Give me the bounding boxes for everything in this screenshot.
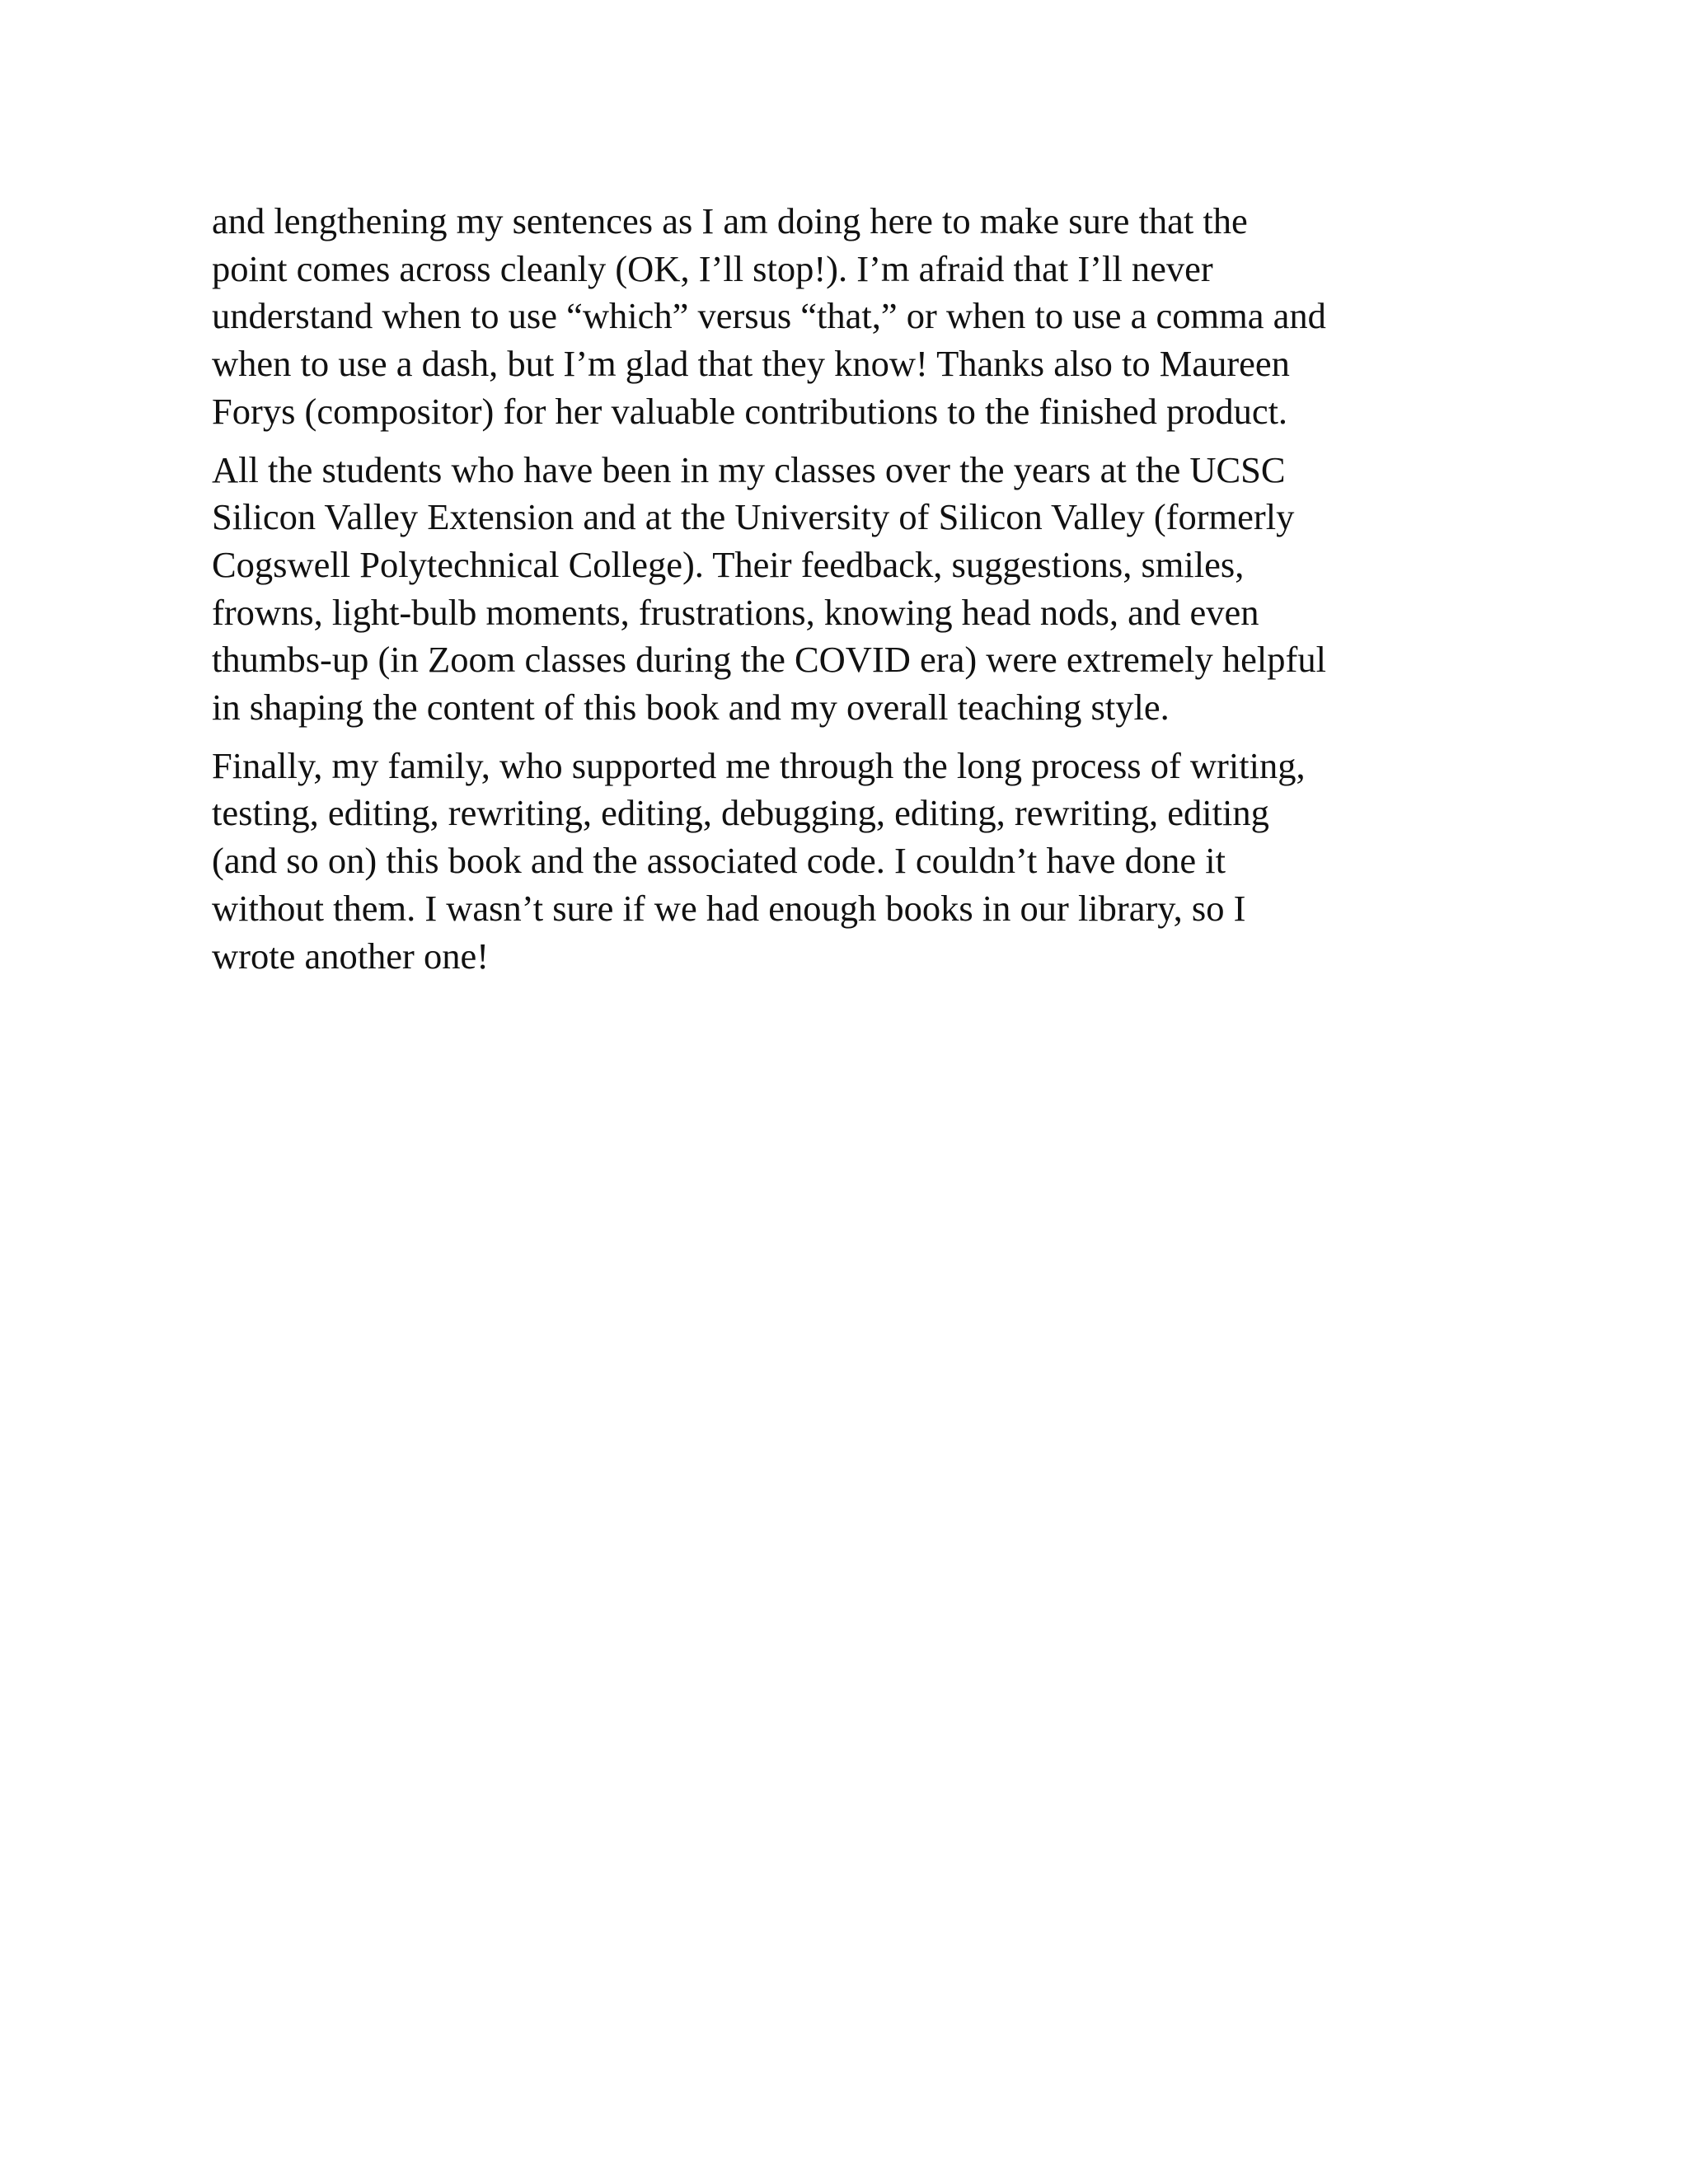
text-line: Finally, my family, who supported me through the long process of writing, <box>212 744 1306 786</box>
text-line: Cogswell Polytechnical College). Their feedback, suggestions, smiles, <box>212 543 1245 585</box>
text-line: Silicon Valley Extension and at the University of Silicon Valley (formerly <box>212 496 1295 538</box>
text-line: understand when to use “which” versus “that,” or when to use a comma and <box>212 295 1326 337</box>
text-line: All the students who have been in my classes over the years at the UCSC <box>212 448 1286 490</box>
text-line: point comes across cleanly (OK, I’ll stop!). I’m afraid that I’ll never <box>212 247 1213 289</box>
text-line: wrote another one! <box>212 935 490 977</box>
paragraph-editors-thanks <box>212 198 1481 436</box>
paragraph-students-thanks <box>212 447 1481 732</box>
paragraph-family-thanks <box>212 743 1481 981</box>
text-line: in shaping the content of this book and my overall teaching style. <box>212 687 1170 729</box>
text-line: thumbs-up (in Zoom classes during the COVID era) were extremely helpful <box>212 639 1326 681</box>
text-line: testing, editing, rewriting, editing, debugging, editing, rewriting, editing <box>212 792 1269 834</box>
text-line: frowns, light-bulb moments, frustrations, knowing head nods, and even <box>212 591 1259 633</box>
text-line: when to use a dash, but I’m glad that they know! Thanks also to Maureen <box>212 343 1290 385</box>
text-line: and lengthening my sentences as I am doing here to make sure that the <box>212 200 1248 241</box>
text-line: without them. I wasn’t sure if we had enough books in our library, so I <box>212 887 1246 929</box>
body-text <box>212 198 1481 991</box>
text-line: (and so on) this book and the associated code. I couldn’t have done it <box>212 840 1226 882</box>
text-line: Forys (compositor) for her valuable contributions to the finished product. <box>212 390 1288 432</box>
